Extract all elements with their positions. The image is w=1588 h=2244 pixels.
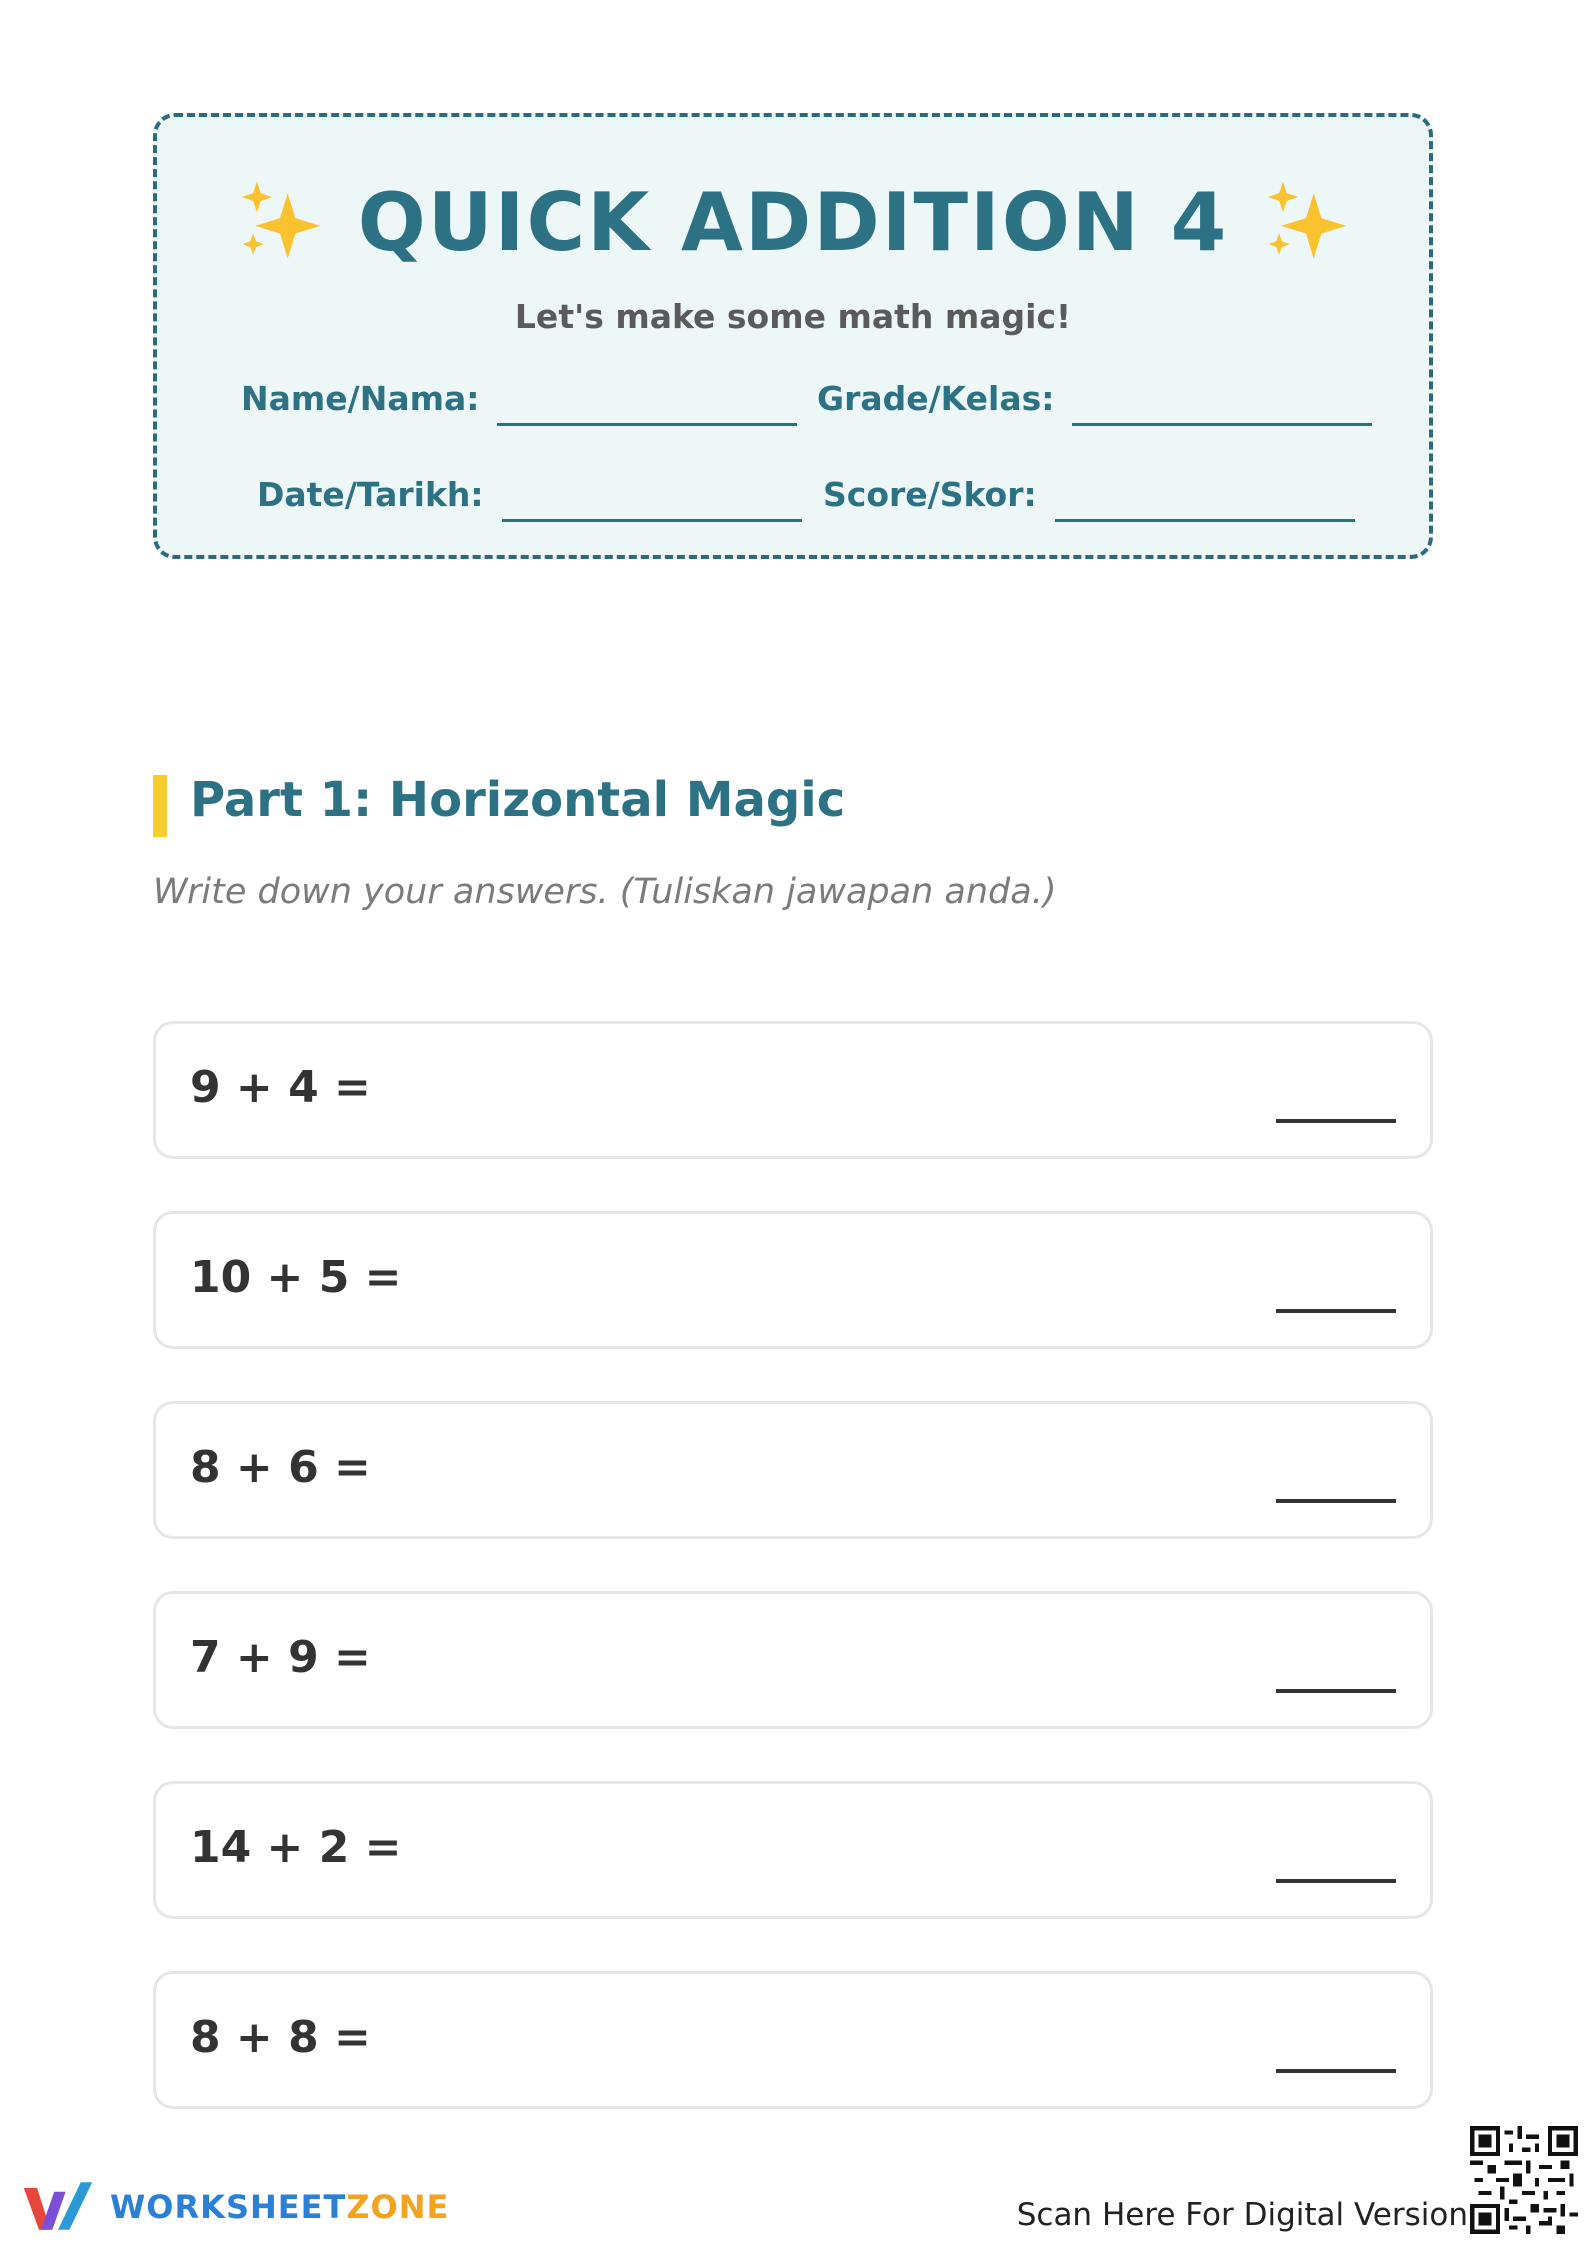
name-label: Name/Nama: (241, 379, 480, 418)
w-logo-icon (20, 2178, 96, 2236)
grade-blank (1072, 423, 1372, 426)
section-instruction: Write down your answers. (Tuliskan jawapan anda.) (153, 872, 1057, 912)
brand-logo (20, 2178, 449, 2236)
name-blank (497, 423, 797, 426)
problem-text: 7 + 9 = (190, 1632, 371, 1683)
title-row (157, 167, 1429, 277)
problem-text: 8 + 6 = (190, 1442, 371, 1493)
answer-blank (1276, 1309, 1396, 1313)
section-title: Part 1: Horizontal Magic (190, 772, 846, 828)
answer-blank (1276, 1879, 1396, 1883)
score-field (823, 475, 1355, 514)
worksheet-title: QUICK ADDITION 4 (357, 175, 1229, 269)
section-accent-bar (153, 775, 167, 837)
score-blank (1055, 519, 1355, 522)
worksheet-header (153, 113, 1433, 559)
date-field (257, 475, 802, 514)
date-label: Date/Tarikh: (257, 475, 484, 514)
name-field (241, 379, 797, 418)
problem-card (153, 1971, 1433, 2109)
grade-field (817, 379, 1372, 418)
problem-card (153, 1591, 1433, 1729)
problem-card (153, 1781, 1433, 1919)
answer-blank (1276, 1689, 1396, 1693)
problem-card (153, 1401, 1433, 1539)
problem-text: 8 + 8 = (190, 2012, 371, 2063)
sparkles-icon (232, 174, 328, 270)
answer-blank (1276, 1119, 1396, 1123)
problem-text: 10 + 5 = (190, 1252, 402, 1303)
answer-blank (1276, 1499, 1396, 1503)
brand-name: WORKSHEETZONE (110, 2188, 450, 2226)
sparkles-icon (1258, 174, 1354, 270)
grade-label: Grade/Kelas: (817, 379, 1055, 418)
qr-code-icon[interactable] (1470, 2126, 1578, 2234)
score-label: Score/Skor: (823, 475, 1037, 514)
worksheet-subtitle: Let's make some math magic! (514, 297, 1072, 336)
problem-text: 14 + 2 = (190, 1822, 402, 1873)
date-blank (502, 519, 802, 522)
problem-card (153, 1021, 1433, 1159)
answer-blank (1276, 2069, 1396, 2073)
problem-text: 9 + 4 = (190, 1062, 371, 1113)
scan-instruction: Scan Here For Digital Version (1016, 2197, 1468, 2233)
problem-card (153, 1211, 1433, 1349)
